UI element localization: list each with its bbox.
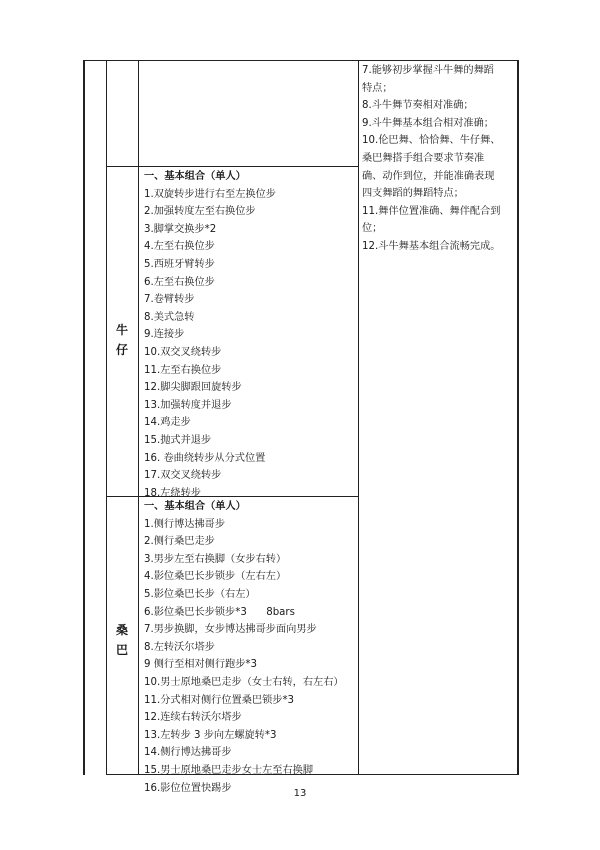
objective-line: 7.能够初步掌握斗牛舞的舞蹈 bbox=[362, 65, 494, 76]
objective-line: 位； bbox=[362, 223, 383, 235]
list-item: 4.左至右换位步 bbox=[144, 241, 215, 253]
list-item: 13.左转步 3 步向左螺旋转*3 bbox=[144, 729, 277, 741]
objectives-cell bbox=[362, 62, 514, 256]
list-item: 12.连续右转沃尔塔步 bbox=[144, 712, 242, 724]
objective-line: 8.斗牛舞节奏相对准确； bbox=[362, 100, 474, 112]
list-item: 14.侧行博达拂哥步 bbox=[144, 747, 232, 759]
list-item: 16. 卷曲绕转步从分式位置 bbox=[144, 452, 266, 464]
list-item: 14.鸡走步 bbox=[144, 417, 191, 429]
section-label-char: 桑 bbox=[115, 623, 128, 637]
list-item: 8.美式急转 bbox=[144, 311, 195, 323]
section-label-char: 巴 bbox=[115, 643, 128, 657]
section-heading: 一、基本组合（单人） bbox=[144, 501, 246, 512]
list-item: 13.加强转度并退步 bbox=[144, 399, 232, 411]
list-item: 6.影位桑巴长步锁步*3 8bars bbox=[144, 606, 295, 618]
list-item: 18.左绕转步 bbox=[144, 487, 201, 499]
table-divider-col-1 bbox=[106, 60, 107, 775]
list-item: 1.双旋转步进行右至左换位步 bbox=[144, 188, 276, 200]
list-item: 7.男步换脚，女步博达拂哥步面向男步 bbox=[144, 624, 317, 636]
objective-line: 桑巴舞搭手组合要求节奏准 bbox=[362, 152, 485, 164]
objective-line: 9.斗牛舞基本组合相对准确； bbox=[362, 117, 494, 129]
objective-line: 四支舞蹈的舞蹈特点； bbox=[362, 188, 464, 200]
list-item: 4.影位桑巴长步锁步（左右左） bbox=[144, 571, 287, 583]
list-item: 15.男士原地桑巴走步女士左至右换脚 bbox=[144, 764, 314, 776]
list-item: 11.左至右换位步 bbox=[144, 364, 222, 376]
table-divider-col-3 bbox=[358, 60, 359, 775]
list-item: 11.分式相对侧行位置桑巴锁步*3 bbox=[144, 694, 295, 706]
section-label-char: 仔 bbox=[115, 343, 128, 357]
table-border-left bbox=[83, 60, 85, 775]
list-item: 8.左转沃尔塔步 bbox=[144, 641, 215, 653]
objective-line: 11.舞伴位置准确、舞伴配合到 bbox=[362, 205, 501, 217]
section-label-samba bbox=[113, 620, 131, 660]
list-item: 10.男士原地桑巴走步（女士右转，右左右） bbox=[144, 676, 344, 688]
list-item: 9.连接步 bbox=[144, 329, 185, 341]
samba-content-cell bbox=[144, 498, 344, 797]
table-border-top bbox=[83, 60, 518, 61]
table-divider-col-2 bbox=[138, 60, 139, 775]
table-border-right bbox=[517, 60, 519, 775]
row-divider-1 bbox=[106, 166, 359, 167]
section-heading: 一、基本组合（单人） bbox=[144, 171, 246, 182]
list-item: 7.卷臂转步 bbox=[144, 294, 195, 306]
list-item: 5.西班牙臂转步 bbox=[144, 258, 215, 270]
objective-line: 确、动作到位，并能准确表现 bbox=[362, 170, 495, 182]
list-item: 3.男步左至右换脚（女步右转） bbox=[144, 553, 287, 565]
objective-line: 特点； bbox=[362, 82, 393, 94]
jive-content-cell bbox=[144, 168, 276, 502]
list-item: 9 侧行至相对侧行跑步*3 bbox=[144, 659, 257, 671]
list-item: 3.脚掌交换步*2 bbox=[144, 223, 217, 235]
list-item: 6.左至右换位步 bbox=[144, 276, 215, 288]
section-label-jive bbox=[113, 320, 131, 360]
list-item: 5.影位桑巴长步（右左） bbox=[144, 588, 256, 600]
list-item: 2.侧行桑巴走步 bbox=[144, 536, 215, 548]
list-item: 2.加强转度左至右换位步 bbox=[144, 206, 256, 218]
section-label-char: 牛 bbox=[115, 323, 128, 337]
page-number: 13 bbox=[293, 788, 307, 799]
list-item: 12.脚尖脚跟回旋转步 bbox=[144, 382, 242, 394]
list-item: 10.双交叉绕转步 bbox=[144, 346, 222, 358]
list-item: 1.侧行博达拂哥步 bbox=[144, 518, 226, 530]
objective-line: 12.斗牛舞基本组合流畅完成。 bbox=[362, 240, 501, 252]
list-item: 17.双交叉绕转步 bbox=[144, 470, 222, 482]
list-item: 16.影位位置快踢步 bbox=[144, 782, 232, 794]
list-item: 15.抛式并退步 bbox=[144, 434, 212, 446]
objective-line: 10.伦巴舞、恰恰舞、牛仔舞、 bbox=[362, 135, 501, 147]
